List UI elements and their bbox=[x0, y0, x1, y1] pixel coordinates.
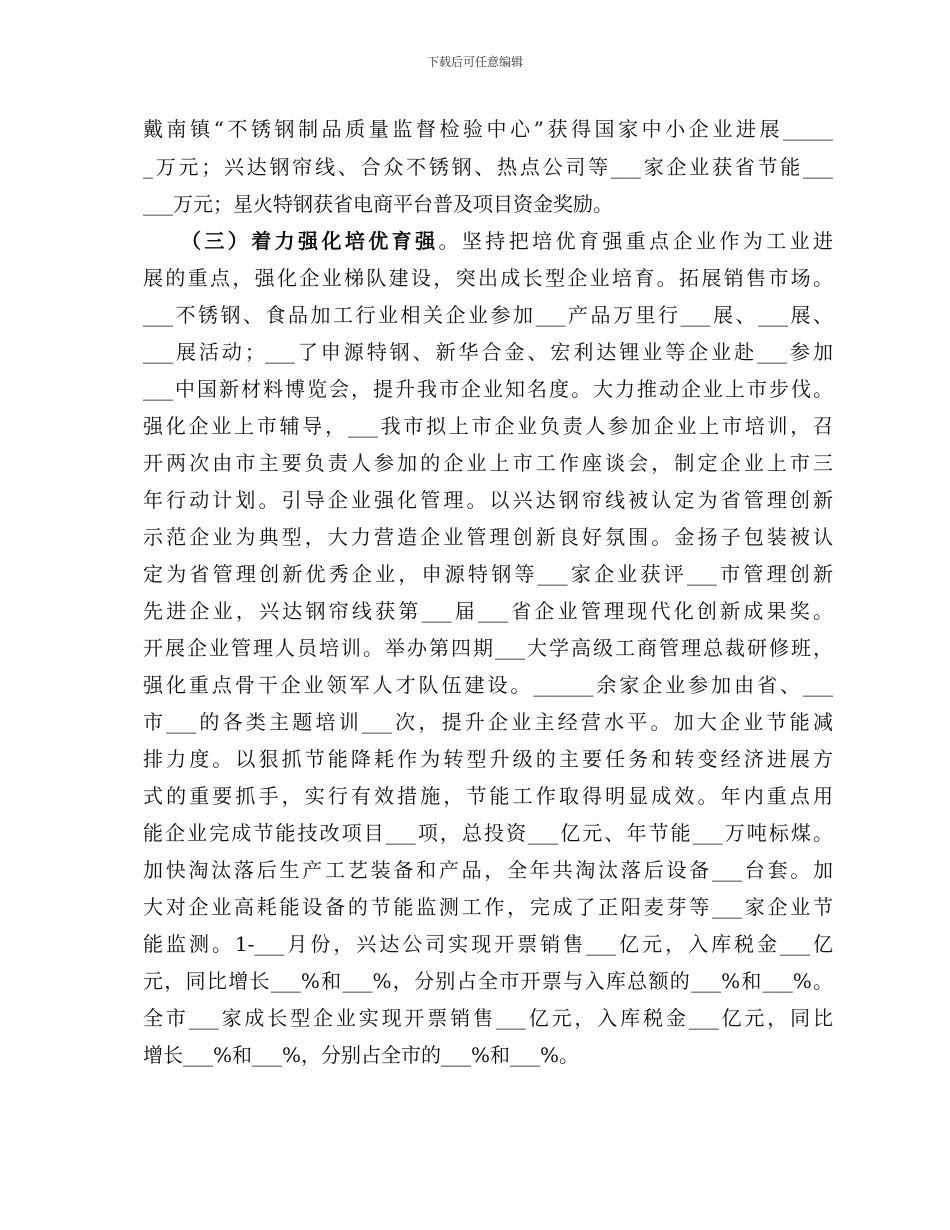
section-heading-line bbox=[181, 224, 833, 258]
body-line-25: 全市___家成长型企业实现开票销售___亿元，入库税金___亿元，同比 bbox=[143, 1006, 833, 1030]
body-line-7: ___展活动；___了申源特钢、新华合金、宏利达锂业等企业赴___参加 bbox=[143, 340, 833, 364]
body-line-22: 大对企业高耗能设备的节能监测工作，完成了正阳麦芽等___家企业节 bbox=[143, 895, 833, 919]
body-line-26: 增长___%和___%，分别占全市的___%和___%。 bbox=[143, 1043, 580, 1067]
body-line-15: 开展企业管理人员培训。举办第四期___大学高级工商管理总裁研修班， bbox=[143, 636, 833, 660]
body-line-6: ___不锈钢、食品加工行业相关企业参加___产品万里行___展、___展、 bbox=[143, 303, 833, 327]
section-heading-continuation: 。坚持把培优育强重点企业作为工业进 bbox=[438, 229, 834, 253]
body-line-21: 加快淘汰落后生产工艺装备和产品，全年共淘汰落后设备___台套。加 bbox=[143, 858, 833, 882]
body-line-11: 年行动计划。引导企业强化管理。以兴达钢帘线被认定为省管理创新 bbox=[143, 488, 833, 512]
body-line-1: 戴南镇“不锈钢制品质量监督检验中心”获得国家中小企业进展_____ bbox=[143, 117, 833, 141]
body-line-8: ___中国新材料博览会，提升我市企业知名度。大力推动企业上市步伐。 bbox=[143, 377, 833, 401]
body-line-13: 定为省管理创新优秀企业，申源特钢等___家企业获评___市管理创新 bbox=[143, 562, 833, 586]
page-header-caption: 下载后可任意编辑 bbox=[426, 55, 523, 69]
body-line-16: 强化重点骨干企业领军人才队伍建设。______余家企业参加由省、___ bbox=[143, 673, 833, 697]
body-line-5: 展的重点，强化企业梯队建设，突出成长型企业培育。拓展销售市场。 bbox=[143, 266, 833, 290]
body-line-2: _万元；兴达钢帘线、合众不锈钢、热点公司等___家企业获省节能___ bbox=[143, 155, 833, 179]
body-line-9: 强化企业上市辅导，___我市拟上市企业负责人参加企业上市培训，召 bbox=[143, 414, 833, 438]
body-line-17: 市___的各类主题培训___次，提升企业主经营水平。加大企业节能减 bbox=[143, 710, 833, 734]
body-line-24: 元，同比增长___%和___%，分别占全市开票与入库总额的___%和___%。 bbox=[143, 969, 833, 993]
body-line-12: 示范企业为典型，大力营造企业管理创新良好氛围。金扬子包装被认 bbox=[143, 525, 833, 549]
body-line-23: 能监测。1-___月份，兴达公司实现开票销售___亿元，入库税金___亿 bbox=[143, 932, 833, 956]
body-line-19: 式的重要抓手，实行有效措施，节能工作取得明显成效。年内重点用 bbox=[143, 784, 833, 808]
body-line-10: 开两次由市主要负责人参加的企业上市工作座谈会，制定企业上市三 bbox=[143, 451, 833, 475]
body-line-3: ___万元；星火特钢获省电商平台普及项目资金奖励。 bbox=[143, 192, 613, 216]
body-line-20: 能企业完成节能技改项目___项，总投资___亿元、年节能___万吨标煤。 bbox=[143, 821, 833, 845]
section-heading: （三）着力强化培优育强 bbox=[181, 229, 439, 253]
body-line-14: 先进企业，兴达钢帘线获第___届___省企业管理现代化创新成果奖。 bbox=[143, 599, 833, 623]
body-line-18: 排力度。以狠抓节能降耗作为转型升级的主要任务和转变经济进展方 bbox=[143, 747, 833, 771]
